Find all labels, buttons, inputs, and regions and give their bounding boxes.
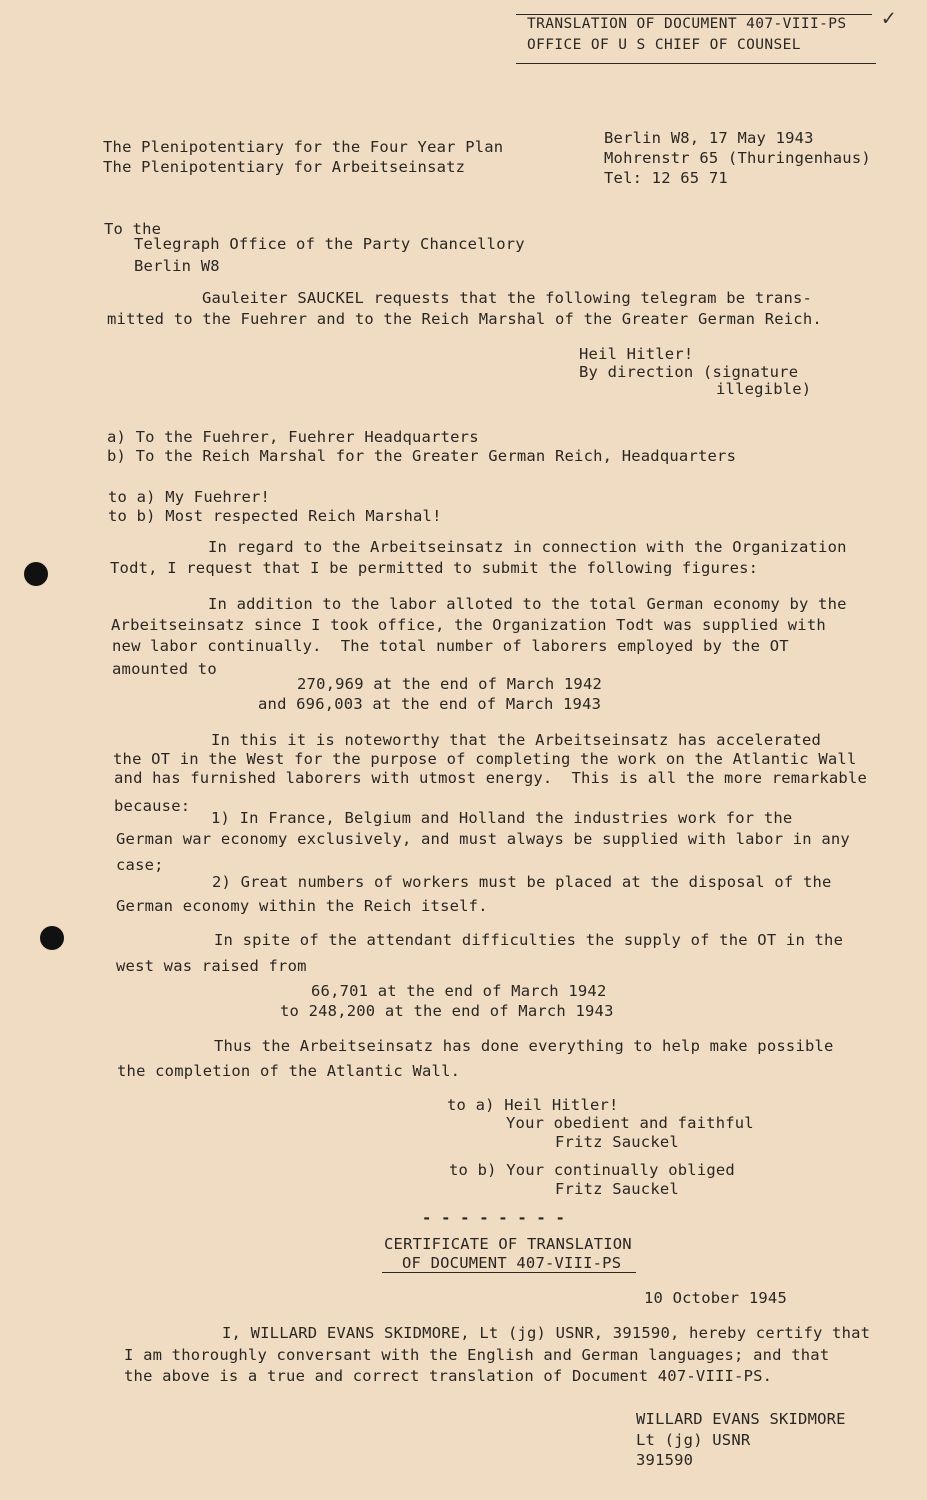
- sign-b-name: Fritz Sauckel: [555, 1180, 679, 1198]
- para3-line-2: the OT in the West for the purpose of completing the work on the Atlantic Wall: [113, 750, 857, 768]
- header-office: OFFICE OF U S CHIEF OF COUNSEL: [527, 37, 801, 53]
- para5-line-2: the completion of the Atlantic Wall.: [117, 1062, 461, 1080]
- address-line-1: Berlin W8, 17 May 1943: [604, 129, 814, 147]
- certificate-title-2: OF DOCUMENT 407-VIII-PS: [402, 1254, 622, 1272]
- point2-line-2: German economy within the Reich itself.: [116, 897, 488, 915]
- recipient-line-1: To the: [104, 220, 162, 238]
- header-title: TRANSLATION OF DOCUMENT 407-VIII-PS: [527, 16, 847, 32]
- para3-line-4: because:: [114, 797, 191, 815]
- certificate-title-1: CERTIFICATE OF TRANSLATION: [384, 1235, 632, 1253]
- recipient-line-3: Berlin W8: [134, 257, 220, 275]
- para4-line-2: west was raised from: [116, 957, 307, 975]
- signature-rank: Lt (jg) USNR: [636, 1431, 751, 1449]
- para1-line-2: Todt, I request that I be permitted to submit the following figures:: [110, 559, 759, 577]
- punch-hole-top: [24, 562, 48, 586]
- section-separator: - - - - - - - -: [422, 1209, 565, 1227]
- sign-a-line-2: Your obedient and faithful: [506, 1114, 754, 1132]
- address-line-2: Mohrenstr 65 (Thuringenhaus): [604, 149, 871, 167]
- para3-line-1: In this it is noteworthy that the Arbeitseinsatz has accelerated: [211, 731, 822, 749]
- salutation-a: to a) My Fuehrer!: [108, 488, 271, 506]
- para4-line-1: In spite of the attendant difficulties the supply of the OT in the: [214, 931, 844, 949]
- para2-line-4: amounted to: [112, 660, 217, 678]
- addressee-a: a) To the Fuehrer, Fuehrer Headquarters: [107, 428, 479, 446]
- para4-figure-1: 66,701 at the end of March 1942: [311, 982, 607, 1000]
- header-bottom-rule: [516, 63, 876, 64]
- certificate-line-3: the above is a true and correct translation of Document 407-VIII-PS.: [124, 1367, 773, 1385]
- closing-heil: Heil Hitler!: [579, 345, 694, 363]
- certificate-date: 10 October 1945: [644, 1289, 787, 1307]
- sender-line-2: The Plenipotentiary for Arbeitseinsatz: [103, 158, 466, 176]
- certificate-line-1: I, WILLARD EVANS SKIDMORE, Lt (jg) USNR, 391590, hereby certify that: [222, 1324, 871, 1342]
- point1-line-1: 1) In France, Belgium and Holland the industries work for the: [211, 809, 793, 827]
- sign-a-line-1: to a) Heil Hitler!: [447, 1096, 619, 1114]
- certificate-underline: [382, 1272, 636, 1273]
- signature-number: 391590: [636, 1451, 694, 1469]
- checkmark-icon: ✓: [882, 6, 896, 31]
- para2-line-3: new labor continually. The total number of laborers employed by the OT: [112, 637, 789, 655]
- point2-line-1: 2) Great numbers of workers must be placed at the disposal of the: [212, 873, 832, 891]
- para2-line-1: In addition to the labor alloted to the total German economy by the: [208, 595, 847, 613]
- sign-b-line-1: to b) Your continually obliged: [449, 1161, 735, 1179]
- certificate-line-2: I am thoroughly conversant with the English and German languages; and that: [124, 1346, 830, 1364]
- closing-illegible: illegible): [716, 380, 812, 398]
- recipient-line-2: Telegraph Office of the Party Chancellory: [134, 235, 525, 253]
- sender-line-1: The Plenipotentiary for the Four Year Plan: [103, 138, 504, 156]
- para2-figure-2: and 696,003 at the end of March 1943: [258, 695, 602, 713]
- point1-line-2: German war economy exclusively, and must always be supplied with labor in any: [116, 830, 850, 848]
- para5-line-1: Thus the Arbeitseinsatz has done everything to help make possible: [214, 1037, 834, 1055]
- salutation-b: to b) Most respected Reich Marshal!: [108, 507, 442, 525]
- signature-name: WILLARD EVANS SKIDMORE: [636, 1410, 846, 1428]
- addressee-b: b) To the Reich Marshal for the Greater German Reich, Headquarters: [107, 447, 737, 465]
- para4-figure-2: to 248,200 at the end of March 1943: [280, 1002, 614, 1020]
- para2-line-2: Arbeitseinsatz since I took office, the Organization Todt was supplied with: [111, 616, 826, 634]
- address-line-3: Tel: 12 65 71: [604, 169, 728, 187]
- punch-hole-bottom: [40, 926, 64, 950]
- closing-direction: By direction (signature: [579, 363, 799, 381]
- request-line-1: Gauleiter SAUCKEL requests that the following telegram be trans-: [202, 289, 813, 307]
- para3-line-3: and has furnished laborers with utmost energy. This is all the more remarkable: [114, 769, 868, 787]
- para1-line-1: In regard to the Arbeitseinsatz in connection with the Organization: [208, 538, 847, 556]
- point1-line-3: case;: [116, 856, 164, 874]
- request-line-2: mitted to the Fuehrer and to the Reich Marshal of the Greater German Reich.: [107, 310, 822, 328]
- sign-a-name: Fritz Sauckel: [555, 1133, 679, 1151]
- para2-figure-1: 270,969 at the end of March 1942: [297, 675, 603, 693]
